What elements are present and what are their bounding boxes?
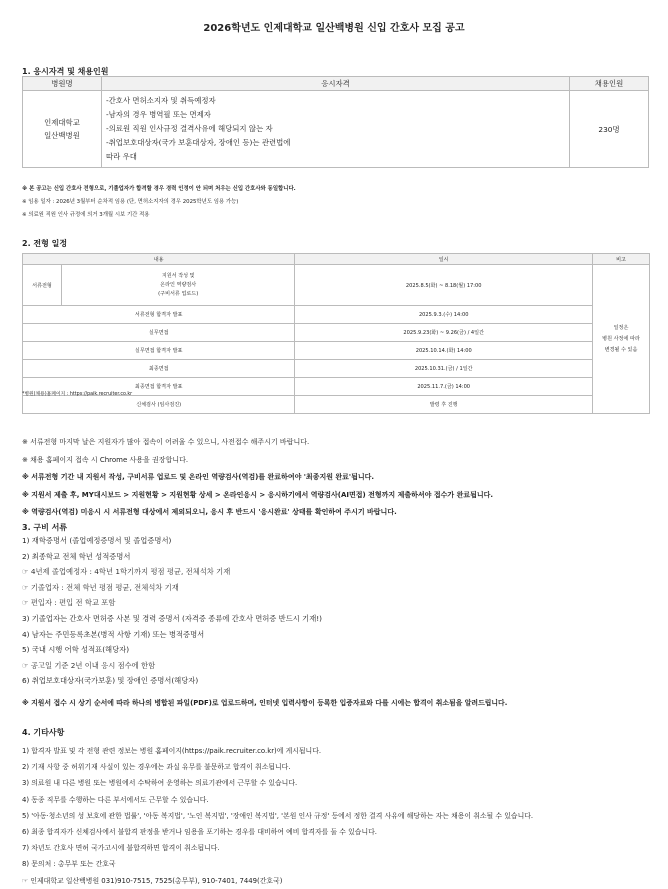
hire-count: 230명 bbox=[570, 91, 649, 168]
qualification-item: 따라 우대 bbox=[106, 152, 137, 161]
qualification-item: -의료원 직원 인사규정 결격사유에 해당되지 않는 자 bbox=[106, 124, 273, 133]
header-count: 채용인원 bbox=[570, 77, 649, 91]
section3-heading: 3. 구비 서류 bbox=[22, 523, 68, 532]
header-remark: 비고 bbox=[593, 254, 650, 265]
notice-item: ※ 서류전형 마지막 날은 지원자가 많아 접속이 어려울 수 있으니, 사전접수 해주시기 바랍니다. bbox=[22, 438, 310, 446]
qualification-item: -간호사 면허소지자 및 취득예정자 bbox=[106, 96, 216, 105]
section4-heading: 4. 기타사항 bbox=[22, 728, 65, 737]
note-1: ※ 본 공고는 신입 간호사 전형으로, 기졸업자가 합격할 경우 경력 인정이 안 되며 처우는 신입 간호사와 동일합니다. bbox=[22, 186, 296, 192]
info-item: 1) 합격자 발표 및 각 전형 관련 정보는 병원 홈페이지(https://paik.recruiter.co.kr)에 게시됩니다. bbox=[22, 747, 322, 755]
info-item: 5) '아동·청소년의 성 보호에 관한 법률', '아동 복지법', '노인 복지법', '장애인 복지법', '본원 인사 규정' 등에서 정한 결격 사유에 해당하는 자는 채용이 취소될 수 있습니다. bbox=[22, 811, 534, 820]
info-item: 2) 기재 사항 중 허위기재 사실이 있는 경우에는 과실 유무를 불문하고 합격이 취소됩니다. bbox=[22, 763, 291, 772]
schedule-row-label: 실무면접 합격자 발표 bbox=[23, 342, 295, 360]
note-3: ※ 의료원 직원 인사 규정에 의거 3개월 시보 기간 적용 bbox=[22, 212, 150, 218]
header-hospital: 병원명 bbox=[23, 77, 102, 91]
other-info-list bbox=[22, 743, 533, 889]
header-content: 내용 bbox=[23, 254, 295, 265]
document-subitem: ☞ 공고일 기준 2년 이내 응시 점수에 한함 bbox=[22, 660, 156, 670]
schedule-remark: 일정은 병원 사정에 따라 변경될 수 있음 bbox=[593, 265, 650, 414]
schedule-row-label: 서류전형 합격자 발표 bbox=[23, 306, 295, 324]
page-title: 2026학년도 인제대학교 일산백병원 신입 간호사 모집 공고 bbox=[203, 23, 465, 34]
recruit-url: *병원(채용)홈페이지 : https://paik.recruiter.co.kr bbox=[22, 392, 133, 397]
document-item: 4) 남자는 주민등록초본(병적 사항 기재) 또는 병적증명서 bbox=[22, 629, 205, 639]
doc-screening-label: 서류전형 bbox=[23, 265, 62, 306]
schedule-row-date: 2025.10.14.(화) 14:00 bbox=[295, 342, 593, 360]
qualification-list bbox=[102, 91, 570, 168]
qualification-table bbox=[22, 76, 649, 168]
info-item: 4) 동종 직무를 수행하는 다른 부서에서도 근무할 수 있습니다. bbox=[22, 795, 209, 804]
contact-info: ☞ 인제대학교 일산백병원 031)910-7515, 7525(총무부), 910-7401, 7449(간호국) bbox=[22, 876, 283, 885]
qualification-item: -취업보호대상자(국가 보훈대상자, 장애인 등)는 관련법에 bbox=[106, 138, 291, 147]
section2-heading: 2. 전형 일정 bbox=[22, 239, 68, 248]
document-subitem: ☞ 편입자 : 편입 전 학교 포함 bbox=[22, 598, 116, 608]
document-item: 3) 기졸업자는 간호사 면허증 사본 및 경력 증명서 (자격증 종류에 간호사 면허증 반드시 기재!) bbox=[22, 613, 323, 623]
header-date: 일시 bbox=[295, 254, 593, 265]
schedule-row-date: 발령 후 진행 bbox=[295, 396, 593, 414]
notice-list bbox=[22, 434, 493, 522]
document-subitem: ☞ 4년제 졸업예정자 : 4학년 1학기까지 평점 평균, 전체석차 기재 bbox=[22, 567, 231, 577]
schedule-row-date: 2025.11.7.(금) 14:00 bbox=[295, 378, 593, 396]
notice-item-bold: ※ 서류전형 기간 내 지원서 작성, 구비서류 업로드 및 온라인 역량검사(역검)를 완료하여야 '최종지원 완료'됩니다. bbox=[22, 473, 375, 481]
schedule-row-date: 2025.10.31.(금) / 1일간 bbox=[295, 360, 593, 378]
info-item: 8) 문의처 : 총무부 또는 간호국 bbox=[22, 860, 116, 869]
qualification-item: -남자의 경우 병역필 또는 면제자 bbox=[106, 110, 211, 119]
schedule-row-label: 최종면접 bbox=[23, 360, 295, 378]
notice-item-bold: ※ 지원서 제출 후, MY대시보드 > 지원현황 > 지원현황 상세 > 온라인응시 > 응시하기에서 역량검사(AI면접) 전형까지 제출하셔야 접수가 완료됩니다. bbox=[22, 490, 494, 499]
document-list bbox=[22, 533, 322, 689]
section1-heading: 1. 응시자격 및 채용인원 bbox=[22, 67, 109, 76]
notice-item: ※ 채용 홈페이지 접속 시 Chrome 사용을 권장합니다. bbox=[22, 455, 189, 464]
doc-screening-date: 2025.8.5(화) ~ 8.18(월) 17:00 bbox=[295, 265, 593, 306]
schedule-row-date: 2025.9.3.(수) 14:00 bbox=[295, 306, 593, 324]
hospital-name: 인제대학교 일산백병원 bbox=[23, 91, 102, 168]
document-item: 1) 재학증명서 (졸업예정증명서 및 졸업증명서) bbox=[22, 536, 172, 545]
document-item: 2) 최종학교 전체 학년 성적증명서 bbox=[22, 551, 131, 561]
info-item: 3) 의료원 내 다른 병원 또는 병원에서 수탁하여 운영하는 의료기관에서 근무할 수 있습니다. bbox=[22, 779, 298, 788]
document-subitem: ☞ 기졸업자 : 전체 학년 평점 평균, 전체석차 기재 bbox=[22, 582, 179, 592]
schedule-row-label: 신체검사 (임사검진) bbox=[23, 396, 295, 414]
info-item: 7) 차년도 간호사 면허 국가고시에 불합격하면 합격이 취소됩니다. bbox=[22, 844, 220, 853]
schedule-row-label: 실무면접 bbox=[23, 324, 295, 342]
document-item: 6) 취업보호대상자(국가보훈) 및 장애인 증명서(해당자) bbox=[22, 676, 199, 686]
doc-screening-detail: 지원서 작성 및 온라인 역량검사 (구비서류 업로드) bbox=[62, 265, 295, 306]
schedule-row-date: 2025.9.23(화) ~ 9.26(금) / 4일간 bbox=[295, 324, 593, 342]
upload-warning: ※ 지원서 접수 시 상기 순서에 따라 하나의 병합된 파일(PDF)로 업로드하며, 인터넷 입력사항이 등록한 입증자료와 다를 시에는 합격이 취소됨을 알려드립니다. bbox=[22, 699, 508, 707]
note-2: ※ 임용 일자 : 2026년 3월부터 순차적 임용 (단, 면허소지자의 경우 2025학년도 임용 가능) bbox=[22, 199, 239, 205]
document-item: 5) 국내 시행 어학 성적표(해당자) bbox=[22, 645, 130, 655]
notice-item-bold: ※ 역량검사(역검) 미응시 시 서류전형 대상에서 제외되오니, 응시 후 반드시 '응시완료' 상태를 확인하여 주시기 바랍니다. bbox=[22, 508, 397, 516]
schedule-row-label: 최종면접 합격자 발표 bbox=[23, 378, 295, 396]
header-qualification: 응시자격 bbox=[102, 77, 570, 91]
info-item: 6) 최종 합격자가 신체검사에서 불합격 판정을 받거나 임용을 포기하는 경우를 대비하여 예비 합격자를 둘 수 있습니다. bbox=[22, 828, 377, 837]
